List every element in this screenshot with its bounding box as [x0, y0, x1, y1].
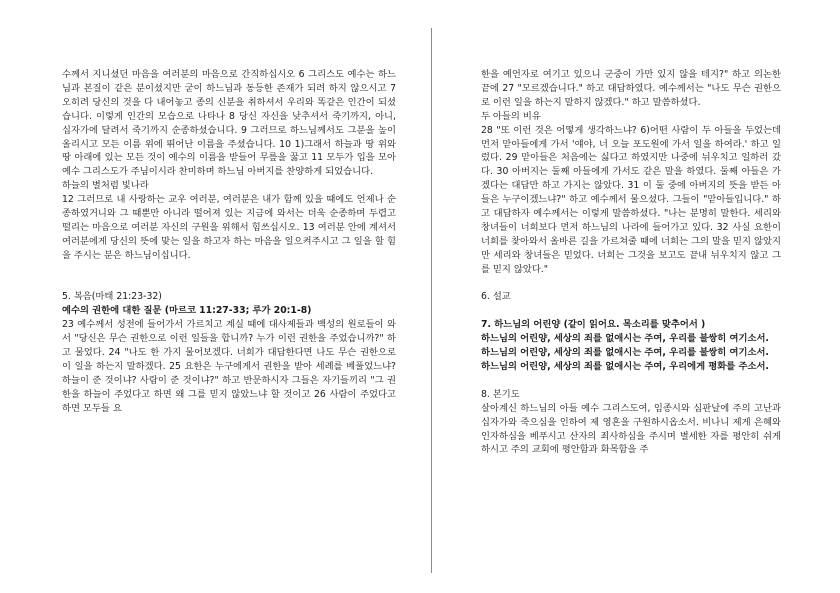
agnus-dei-line: 하느님의 어린양, 세상의 죄를 없애시는 주여, 우리에게 평화를 주소서.	[481, 361, 769, 372]
right-column	[481, 68, 781, 457]
agnus-dei-line: 하느님의 어린양, 세상의 죄를 없애시는 주여, 우리를 불쌍히 여기소서.	[481, 347, 769, 359]
section-title: 두 아들의 비유	[481, 110, 541, 122]
column-divider	[431, 28, 432, 573]
prayer-heading: 8. 본기도	[481, 388, 520, 400]
parable-paragraph: 28 "또 이런 것은 어떻게 생각하느냐? 6)어떤 사람이 두 아들을 두었는데 먼저 맏아들에게 가서 '얘야, 너 오늘 포도원에 가서 일을 하여라.' 하고 일렀다. 29 맏아들은 처음에는 싫다고 하였지만 나중에 뉘우치고 일하러 갔다. 30 아버지는 둘째 아들에게 가서도 같은 말을 하였다. 둘째 아들은 가겠다는 대답만 하고 가지는 않았다. 31 이 둘 중에 아버지의 뜻을 받든 아들은 누구이겠느냐?" 하고 예수께서 물으셨다. 그들이 "맏아들입니다." 하고 대답하자 예수께서는 이렇게 말씀하셨다. "나는 분명히 말한다. 세리와 창녀들이 너희보다 먼저 하느님의 나라에 들어가고 있다. 32 사실 요한이 너희를 찾아와서 올바른 길을 가르쳐줄 때에 너희는 그의 말을 믿지 않았지만 세리와 창녀들은 믿었다. 너희는 그것을 보고도 끝내 뉘우치지 않고 그를 믿지 않았다."	[481, 124, 781, 275]
gospel-text-continued: 한을 예언자로 여기고 있으니 군중이 가만 있지 않을 테지?" 하고 의논한 끝에 27 "모르겠습니다." 하고 대답하였다. 예수께서는 "나도 무슨 권한으로 이런 일을 하는지 말하지 않겠다." 하고 말씀하셨다.	[481, 69, 781, 108]
left-column	[62, 68, 396, 416]
prayer-text: 살아계신 하느님의 아들 예수 그리스도여, 임종시와 심판날에 주의 고난과 십자가와 죽으심을 인하여 제 영혼을 구원하시옵소서. 비나니 제게 은혜와 인자하심을 베푸시고 산자의 죄사하심을 주시며 별세한 자를 평안히 쉬게 하시고 주의 교회에 평안함과 화목함을 주	[481, 402, 781, 456]
gospel-heading: 5. 복음(마태 21:23-32)	[62, 291, 162, 303]
agnus-dei-line: 하느님의 어린양, 세상의 죄를 없애시는 주여, 우리를 불쌍히 여기소서.	[481, 333, 769, 345]
agnus-dei-heading: 7. 하느님의 어린양 (같이 읽어요. 목소리를 맞추어서 )	[481, 319, 706, 331]
gospel-subtitle: 예수의 권한에 대한 질문 (마르코 11:27-33; 루가 20:1-8)	[62, 305, 312, 317]
sermon-heading: 6. 설교	[481, 291, 511, 303]
gospel-text: 23 예수께서 성전에 들어가서 가르치고 계실 때에 대사제들과 백성의 원로들이 와서 "당신은 무슨 권한으로 이런 일들을 합니까? 누가 이런 권한을 주었습니까?" 하고 물었다. 24 "나도 한 가지 물어보겠다. 너희가 대답한다면 나도 무슨 권한으로 이 일을 하는지 말하겠다. 25 요한은 누구에게서 권한을 받아 세례를 베풀었느냐? 하늘이 준 것이냐? 사람이 준 것이냐?" 하고 반문하시자 그들은 자기들끼리 "그 권한을 하늘이 주었다고 하면 왜 그를 믿지 않았느냐 할 것이고 26 사람이 주었다고 하면 모두들 요	[62, 319, 396, 414]
epistle-paragraph: 12 그러므로 내 사랑하는 교우 여러분, 여러분은 내가 함께 있을 때에도 언제나 순종하였거니와 그 때뿐만 아니라 떨어져 있는 지금에 와서는 더욱 순종하며 두렵고 떨리는 마음으로 여러분 자신의 구원을 위해서 힘쓰십시오. 13 여러분 안에 계셔서 여러분에게 당신의 뜻에 맞는 일을 하고자 하는 마음을 일으켜주시고 그 일을 할 힘을 주시는 분은 하느님이십니다.	[62, 194, 396, 261]
section-title: 하늘의 별처럼 빛나라	[62, 180, 149, 192]
epistle-paragraph: 수께서 지니셨던 마음을 여러분의 마음으로 간직하십시오 6 그리스도 예수는 하느님과 본질이 같은 분이셨지만 굳이 하느님과 동등한 존재가 되려 하지 않으시고 7 오히려 당신의 것을 다 내어놓고 종의 신분을 취하셔서 우리와 똑같은 인간이 되셨습니다. 이렇게 인간의 모습으로 나타나 8 당신 자신을 낮추셔서 죽기까지, 아니, 십자가에 달려서 죽기까지 순종하셨습니다. 9 그러므로 하느님께서도 그분을 높이 올리시고 모든 이름 위에 뛰어난 이름을 주셨습니다. 10 1)그래서 하늘과 땅 위와 땅 아래에 있는 모든 것이 예수의 이름을 받들어 무릎을 꿇고 11 모두가 입을 모아 예수 그리스도가 주님이시라 찬미하며 하느님 아버지를 찬양하게 되었습니다.	[62, 69, 396, 178]
